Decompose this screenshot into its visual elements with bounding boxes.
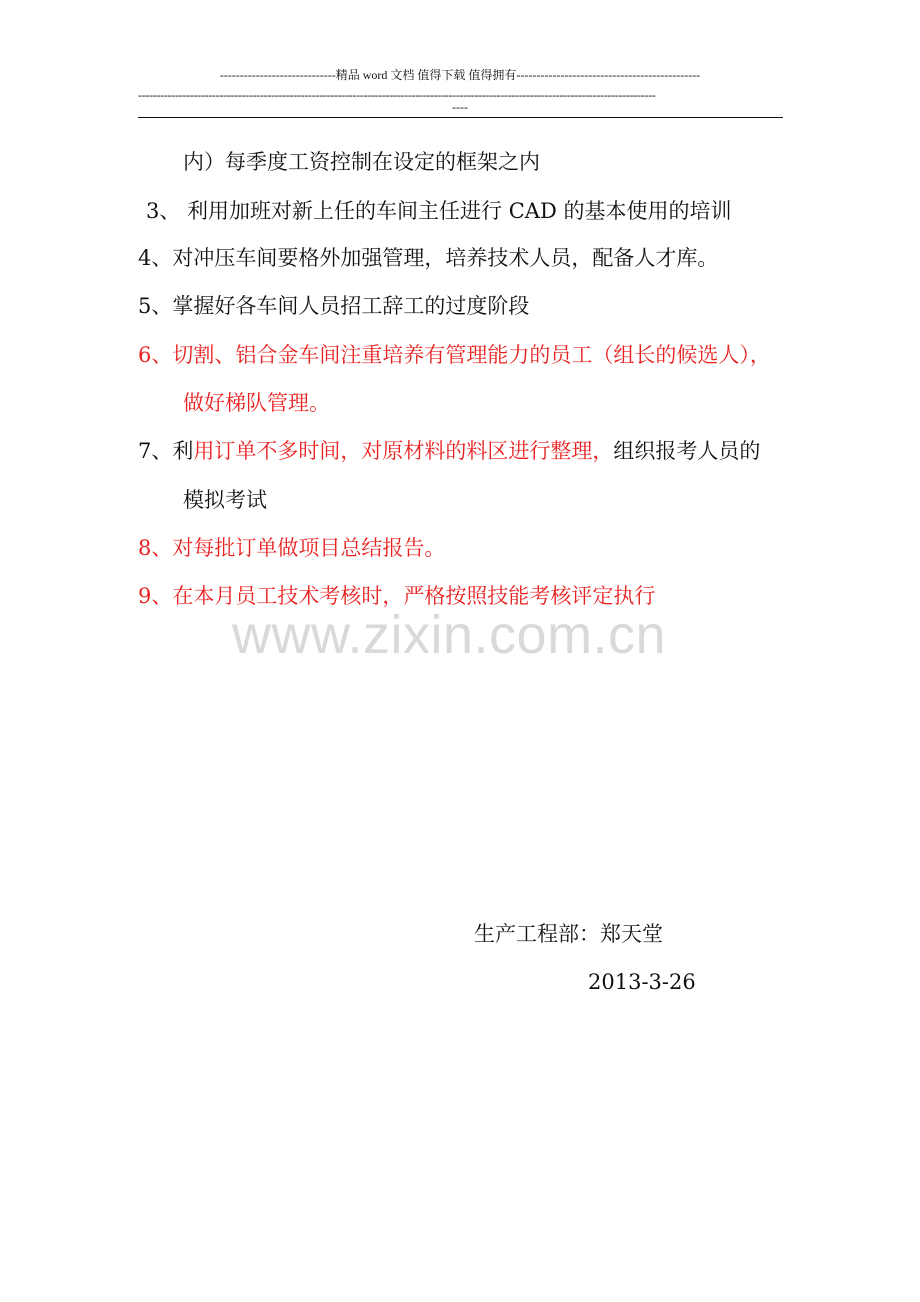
list-item-5: 5、掌握好各车间人员招工辞工的过度阶段 [138, 294, 530, 318]
header-rule [138, 117, 783, 118]
list-item-7 [138, 441, 760, 462]
list-item-4: 4、对冲压车间要格外加强管理，培养技术人员，配备人才库。 [138, 246, 719, 270]
list-item-continuation: 内）每季度工资控制在设定的框架之内 [183, 150, 540, 174]
watermark-text: www.zixin.com.cn [232, 605, 667, 665]
header-dash-tail: ---- [452, 100, 468, 114]
list-item-9: 9、在本月员工技术考核时，严格按照技能考核评定执行 [138, 584, 656, 608]
list-item-7-continuation: 模拟考试 [183, 488, 267, 512]
list-item-7-suffix: 组织报考人员的 [613, 439, 761, 463]
list-item-6: 6、切割、铝合金车间注重培养有管理能力的员工（组长的候选人）， [138, 343, 771, 367]
list-item-7-prefix: 7、利 [138, 439, 194, 463]
header-dash-line: -------------------------------------------------------------------------------------------------------------------------------------------- [138, 88, 656, 102]
list-item-3: 3、 利用加班对新上任的车间主任进行 CAD 的基本使用的培训 [146, 199, 732, 223]
list-item-7-highlight: 用订单不多时间，对原材料的料区进行整理， [193, 439, 614, 463]
list-item-6-continuation: 做好梯队管理。 [183, 391, 330, 415]
signature-date: 2013-3-26 [588, 970, 696, 994]
list-item-8: 8、对每批订单做项目总结报告。 [138, 536, 446, 560]
signature-department: 生产工程部：郑天堂 [474, 922, 663, 946]
header-banner-text: -----------------------------精品 word 文档 值得下载 值得拥有---------------------------------------------- [219, 68, 701, 82]
